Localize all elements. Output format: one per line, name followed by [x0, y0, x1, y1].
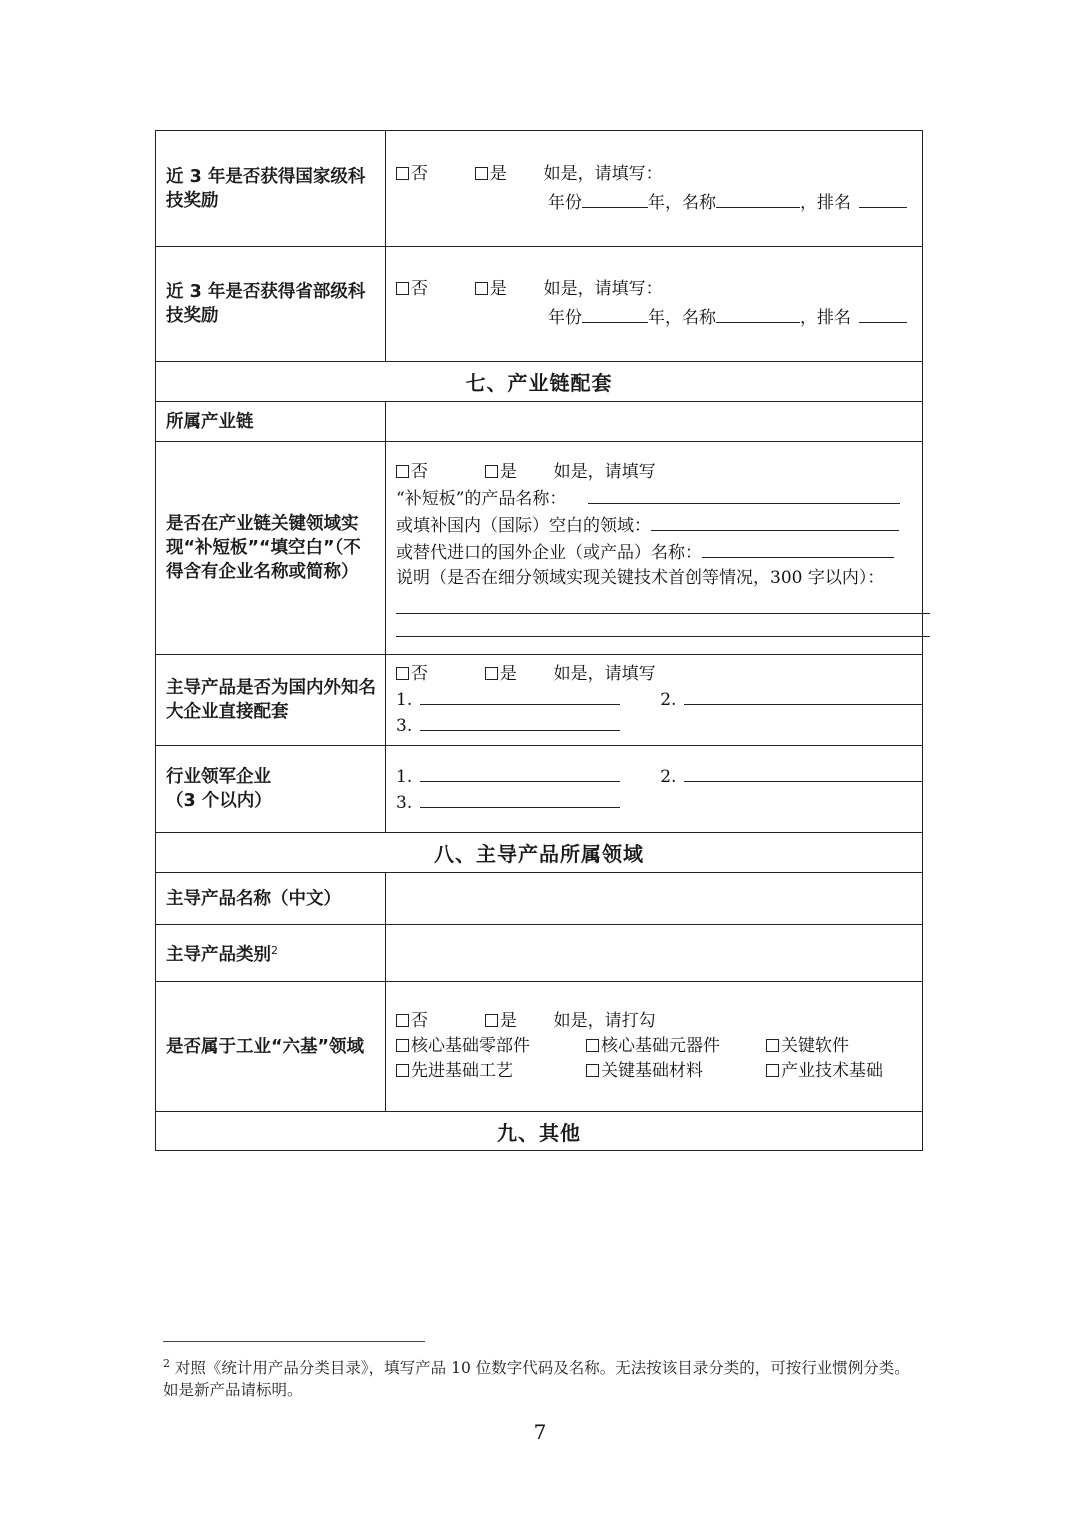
industry-chain-input[interactable] [386, 402, 923, 442]
product-name-input[interactable] [386, 873, 923, 925]
checkbox[interactable] [586, 1039, 599, 1052]
national-award-row [156, 131, 923, 247]
section-9-heading: 九、其他 [156, 1112, 923, 1151]
leaders-sublabel: （3 个以内） [166, 791, 272, 811]
checkbox-no[interactable] [396, 667, 409, 680]
item-2-number: 2. [660, 689, 677, 710]
option-label: 先进基础工艺 [411, 1061, 513, 1081]
yes-label: 是 [499, 663, 517, 684]
if-yes-text: 如是，请填写 [553, 461, 656, 482]
explanation-label: 说明（是否在细分领域实现关键技术首创等情况，300 字以内）： [396, 567, 885, 588]
leaders-field [386, 746, 923, 833]
six-bases-field [386, 982, 923, 1112]
provincial-award-row [156, 247, 923, 362]
yes-label: 是 [499, 461, 517, 482]
leaders-row [156, 746, 923, 833]
checkbox-no[interactable] [396, 167, 409, 180]
shortboard-field [386, 442, 923, 655]
checkbox-no[interactable] [396, 465, 409, 478]
item-3-input[interactable] [420, 789, 620, 808]
section-8-row [156, 833, 923, 873]
checkbox[interactable] [396, 1064, 409, 1077]
product-category-row [156, 925, 923, 982]
item-3-number: 3. [396, 793, 413, 813]
if-yes-text: 如是，请填写 [553, 663, 656, 684]
option-label: 产业技术基础 [781, 1061, 883, 1081]
application-form-table [155, 130, 923, 1151]
no-label: 否 [411, 1011, 428, 1031]
name-label: 年，名称 [648, 308, 716, 328]
option-label: 核心基础零部件 [411, 1036, 530, 1056]
national-award-field [386, 131, 923, 247]
provincial-award-label: 近 3 年是否获得省部级科技奖励 [156, 247, 386, 362]
section-7-row [156, 362, 923, 402]
no-label: 否 [411, 163, 428, 184]
shortboard-row [156, 442, 923, 655]
checkbox-yes[interactable] [485, 465, 498, 478]
item-2-input[interactable] [684, 686, 922, 705]
option-key-materials[interactable] [586, 1059, 766, 1084]
checkbox[interactable] [766, 1039, 779, 1052]
leaders-label-cell [156, 746, 386, 833]
no-label: 否 [411, 461, 428, 482]
option-core-components[interactable] [586, 1034, 766, 1059]
product-name-row [156, 873, 923, 925]
name-input[interactable] [716, 304, 800, 323]
supplier-row [156, 655, 923, 746]
rank-label: ，排名 [800, 192, 851, 213]
checkbox[interactable] [586, 1064, 599, 1077]
six-bases-label: 是否属于工业“六基”领域 [156, 982, 386, 1112]
name-label: 年，名称 [648, 192, 716, 213]
provincial-award-field [386, 247, 923, 362]
explanation-input-line-2[interactable] [396, 614, 930, 637]
yes-label: 是 [499, 1011, 517, 1031]
checkbox-yes[interactable] [485, 667, 498, 680]
section-9-row [156, 1112, 923, 1151]
year-input[interactable] [582, 189, 648, 208]
product-name-label: 主导产品名称（中文） [156, 873, 386, 925]
item-3-number: 3. [396, 715, 413, 736]
checkbox-no[interactable] [396, 1014, 409, 1027]
product-category-input[interactable] [386, 925, 923, 982]
if-yes-text: 如是，请填写： [543, 279, 663, 299]
option-key-software[interactable] [766, 1036, 849, 1056]
year-label: 年份 [548, 308, 582, 328]
checkbox-yes[interactable] [475, 282, 488, 295]
blank-field-label: 或填补国内（国际）空白的领域： [396, 515, 651, 536]
product-category-label: 主导产品类别 [166, 945, 271, 965]
yes-label: 是 [489, 279, 507, 299]
industry-chain-label: 所属产业链 [156, 402, 386, 442]
option-industrial-tech[interactable] [766, 1061, 883, 1081]
six-bases-row [156, 982, 923, 1112]
no-label: 否 [411, 663, 428, 684]
supplier-label: 主导产品是否为国内外知名大企业直接配套 [156, 655, 386, 746]
supplier-field [386, 655, 923, 746]
rank-input[interactable] [859, 189, 907, 208]
year-input[interactable] [582, 304, 648, 323]
product-category-label-cell [156, 925, 386, 982]
item-2-number: 2. [660, 767, 677, 787]
item-3-input[interactable] [420, 712, 620, 731]
item-2-input[interactable] [684, 763, 922, 782]
page-number: 7 [533, 1420, 547, 1444]
industry-chain-row [156, 402, 923, 442]
shortboard-product-label: “补短板”的产品名称： [396, 488, 567, 509]
checkbox-no[interactable] [396, 282, 409, 295]
item-1-number: 1. [396, 767, 413, 787]
name-input[interactable] [716, 189, 800, 208]
footnote-divider [163, 1341, 425, 1342]
year-label: 年份 [548, 192, 582, 213]
import-substitute-input[interactable] [702, 539, 894, 558]
rank-label: ，排名 [800, 308, 851, 328]
footnote-text: 对照《统计用产品分类目录》，填写产品 10 位数字代码及名称。无法按该目录分类的，可按行业惯例分类。如是新产品请标明。 [163, 1359, 910, 1400]
option-label: 关键软件 [781, 1036, 849, 1056]
checkbox-yes[interactable] [485, 1014, 498, 1027]
checkbox[interactable] [766, 1064, 779, 1077]
item-1-number: 1. [396, 689, 413, 710]
rank-input[interactable] [859, 304, 907, 323]
option-advanced-process[interactable] [396, 1059, 586, 1084]
yes-label: 是 [489, 163, 507, 184]
item-1-input[interactable] [420, 686, 620, 705]
option-label: 核心基础元器件 [601, 1036, 720, 1056]
section-7-heading: 七、产业链配套 [156, 362, 923, 402]
blank-field-input[interactable] [651, 512, 899, 531]
national-award-label: 近 3 年是否获得国家级科技奖励 [156, 131, 386, 247]
option-core-parts[interactable] [396, 1034, 586, 1059]
item-1-input[interactable] [420, 763, 620, 782]
if-yes-text: 如是，请打勾 [553, 1011, 656, 1031]
footnote [163, 1353, 923, 1401]
option-label: 关键基础材料 [601, 1061, 703, 1081]
no-label: 否 [411, 279, 428, 299]
footnote-mark: 2 [163, 1357, 170, 1370]
shortboard-product-input[interactable] [588, 485, 900, 504]
section-8-heading: 八、主导产品所属领域 [156, 833, 923, 873]
leaders-label: 行业领军企业 [166, 767, 271, 787]
import-substitute-label: 或替代进口的国外企业（或产品）名称： [396, 542, 702, 563]
footnote-reference: 2 [271, 944, 278, 957]
checkbox-yes[interactable] [475, 167, 488, 180]
explanation-input-line-1[interactable] [396, 591, 930, 614]
if-yes-text: 如是，请填写： [543, 163, 663, 184]
checkbox[interactable] [396, 1039, 409, 1052]
shortboard-label: 是否在产业链关键领域实现“补短板”“填空白”（不得含有企业名称或简称） [156, 442, 386, 655]
